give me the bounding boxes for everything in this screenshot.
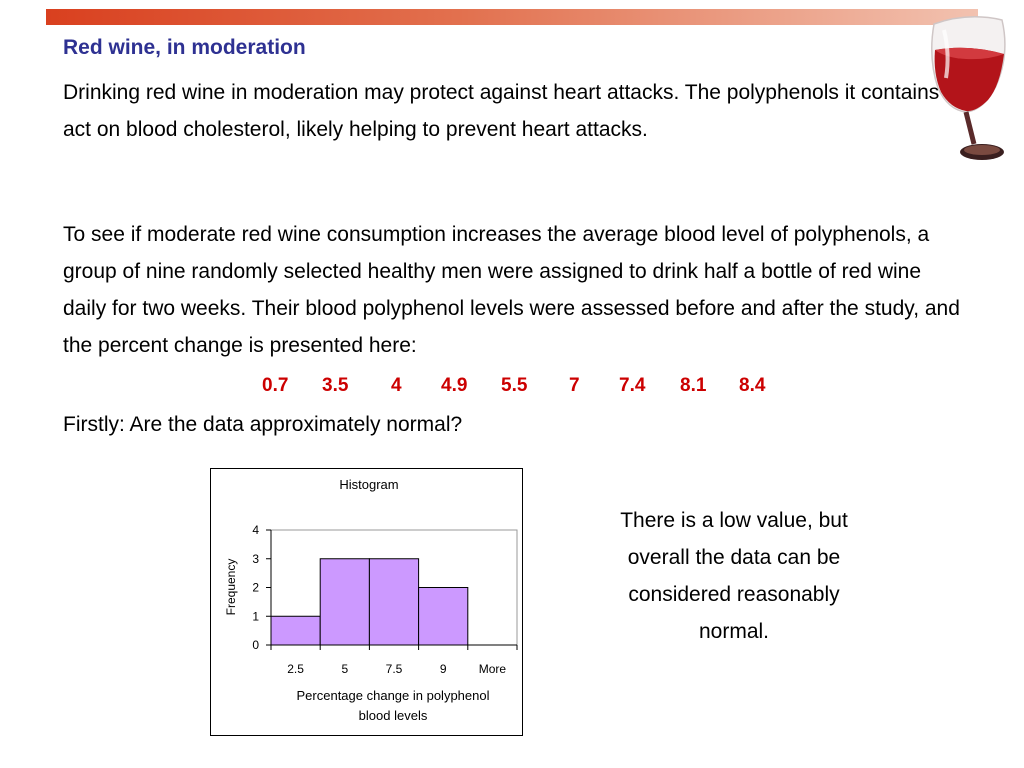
data-value-8: 8.1 xyxy=(680,375,707,396)
data-value-1: 0.7 xyxy=(262,375,289,396)
histogram-bar-7.5 xyxy=(369,559,418,645)
x-tick-label: 7.5 xyxy=(385,662,403,676)
y-tick-label: 3 xyxy=(252,551,259,566)
x-axis-label-line2: blood levels xyxy=(358,708,428,723)
histogram-chart xyxy=(210,468,523,736)
question-text: Firstly: Are the data approximately normal? xyxy=(63,413,463,436)
y-tick-label: 2 xyxy=(252,580,259,595)
chart-title: Histogram xyxy=(339,477,399,492)
slide-title: Red wine, in moderation xyxy=(63,36,306,59)
x-tick-label: 2.5 xyxy=(287,662,304,676)
histogram-bar-5 xyxy=(320,559,369,645)
y-tick-label: 4 xyxy=(252,523,259,537)
top-accent-bar xyxy=(46,9,978,25)
x-axis-label-line1: Percentage change in polyphenol xyxy=(296,688,490,703)
y-tick-label: 0 xyxy=(252,638,259,652)
histogram-bar-2.5 xyxy=(271,616,320,645)
data-value-5: 5.5 xyxy=(501,375,528,396)
data-values-row xyxy=(0,375,1024,399)
data-value-7: 7.4 xyxy=(619,375,646,396)
y-tick-label: 1 xyxy=(252,609,259,624)
study-paragraph: To see if moderate red wine consumption increases the average blood level of polyphenols, a group of nine randomly selected healthy men were assigned to drink half a bottle of red wine daily for two weeks. Their blood polyphenol levels were assessed before and after the study, and the percent change is presented here: xyxy=(63,223,960,357)
wine-glass-icon xyxy=(926,14,1010,164)
data-value-9: 8.4 xyxy=(739,375,766,396)
data-value-6: 7 xyxy=(569,375,580,396)
data-value-2: 3.5 xyxy=(322,375,349,396)
data-value-3: 4 xyxy=(391,375,402,396)
histogram-svg xyxy=(211,469,524,737)
conclusion-text: There is a low value, but overall the data can be considered reasonably normal. xyxy=(620,509,848,643)
x-tick-label: More xyxy=(478,662,507,676)
histogram-bar-9 xyxy=(419,588,468,646)
data-value-4: 4.9 xyxy=(441,375,468,396)
intro-paragraph: Drinking red wine in moderation may protect against heart attacks. The polyphenols it contains act on blood cholesterol, likely helping to prevent heart attacks. xyxy=(63,81,940,141)
x-tick-label: 9 xyxy=(439,662,447,676)
y-axis-label: Frequency xyxy=(224,558,238,616)
x-tick-label: 5 xyxy=(341,662,349,676)
